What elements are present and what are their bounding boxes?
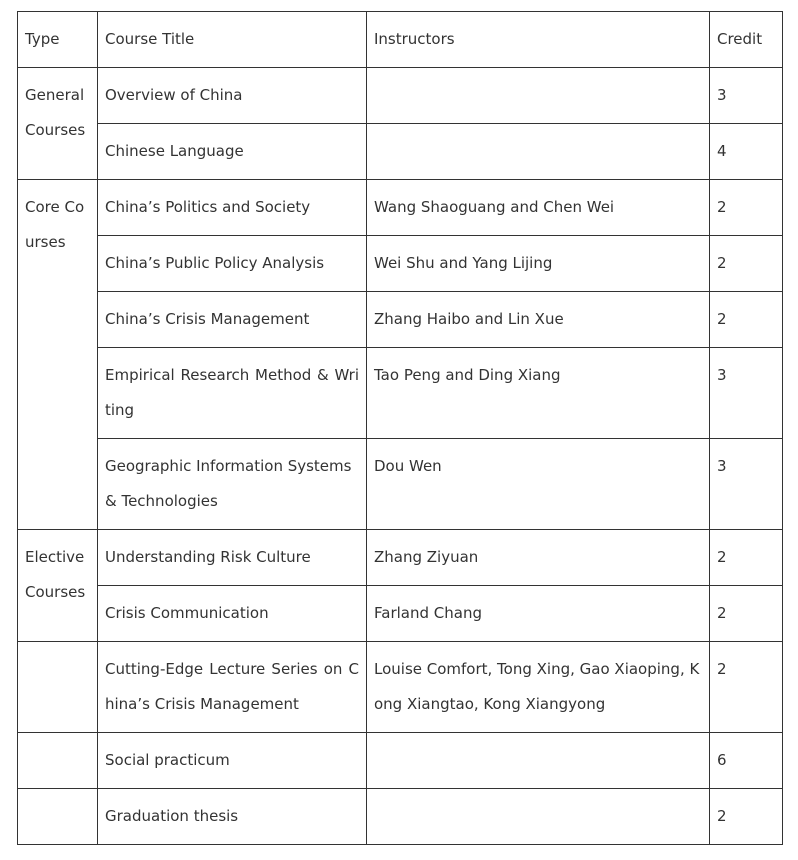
course-title: China’s Crisis Management bbox=[98, 292, 367, 348]
course-title: China’s Public Policy Analysis bbox=[98, 236, 367, 292]
course-credit: 2 bbox=[710, 642, 783, 733]
course-instructors: Zhang Ziyuan bbox=[367, 530, 710, 586]
course-credit: 3 bbox=[710, 68, 783, 124]
type-empty-cell bbox=[18, 789, 98, 845]
table-row bbox=[18, 642, 783, 733]
table-row bbox=[18, 68, 783, 124]
table-row bbox=[18, 292, 783, 348]
course-instructors: Wang Shaoguang and Chen Wei bbox=[367, 180, 710, 236]
course-instructors: Louise Comfort, Tong Xing, Gao Xiaoping, Kong Xiangtao, Kong Xiangyong bbox=[367, 642, 710, 733]
table-row bbox=[18, 180, 783, 236]
header-course-title: Course Title bbox=[98, 12, 367, 68]
course-credit: 2 bbox=[710, 530, 783, 586]
course-title: China’s Politics and Society bbox=[98, 180, 367, 236]
course-instructors: Dou Wen bbox=[367, 439, 710, 530]
course-title: Crisis Communication bbox=[98, 586, 367, 642]
type-general-courses: General Courses bbox=[18, 68, 98, 180]
course-instructors bbox=[367, 733, 710, 789]
course-table bbox=[17, 11, 783, 845]
table-row bbox=[18, 530, 783, 586]
course-credit: 3 bbox=[710, 439, 783, 530]
course-credit: 2 bbox=[710, 236, 783, 292]
course-instructors bbox=[367, 789, 710, 845]
course-instructors: Tao Peng and Ding Xiang bbox=[367, 348, 710, 439]
table-row bbox=[18, 236, 783, 292]
course-credit: 2 bbox=[710, 586, 783, 642]
course-title: Social practicum bbox=[98, 733, 367, 789]
course-credit: 2 bbox=[710, 789, 783, 845]
table-row bbox=[18, 348, 783, 439]
course-credit: 3 bbox=[710, 348, 783, 439]
table-row bbox=[18, 586, 783, 642]
table-header-row bbox=[18, 12, 783, 68]
course-credit: 2 bbox=[710, 292, 783, 348]
course-title: Cutting-Edge Lecture Series on China’s Crisis Management bbox=[98, 642, 367, 733]
course-title: Empirical Research Method & Writing bbox=[98, 348, 367, 439]
table-row bbox=[18, 789, 783, 845]
type-empty-cell bbox=[18, 642, 98, 733]
table-row bbox=[18, 733, 783, 789]
header-type: Type bbox=[18, 12, 98, 68]
course-table-container bbox=[17, 11, 782, 845]
course-instructors: Zhang Haibo and Lin Xue bbox=[367, 292, 710, 348]
course-instructors bbox=[367, 68, 710, 124]
course-title: Understanding Risk Culture bbox=[98, 530, 367, 586]
course-title: Geographic Information Systems & Technologies bbox=[98, 439, 367, 530]
course-title: Chinese Language bbox=[98, 124, 367, 180]
course-title: Overview of China bbox=[98, 68, 367, 124]
course-credit: 6 bbox=[710, 733, 783, 789]
course-credit: 2 bbox=[710, 180, 783, 236]
header-instructors: Instructors bbox=[367, 12, 710, 68]
table-row bbox=[18, 124, 783, 180]
course-instructors: Wei Shu and Yang Lijing bbox=[367, 236, 710, 292]
course-title: Graduation thesis bbox=[98, 789, 367, 845]
type-core-courses: Core Courses bbox=[18, 180, 98, 530]
type-empty-cell bbox=[18, 733, 98, 789]
course-instructors: Farland Chang bbox=[367, 586, 710, 642]
course-credit: 4 bbox=[710, 124, 783, 180]
header-credit: Credit bbox=[710, 12, 783, 68]
course-instructors bbox=[367, 124, 710, 180]
table-row bbox=[18, 439, 783, 530]
type-elective-courses: Elective Courses bbox=[18, 530, 98, 642]
